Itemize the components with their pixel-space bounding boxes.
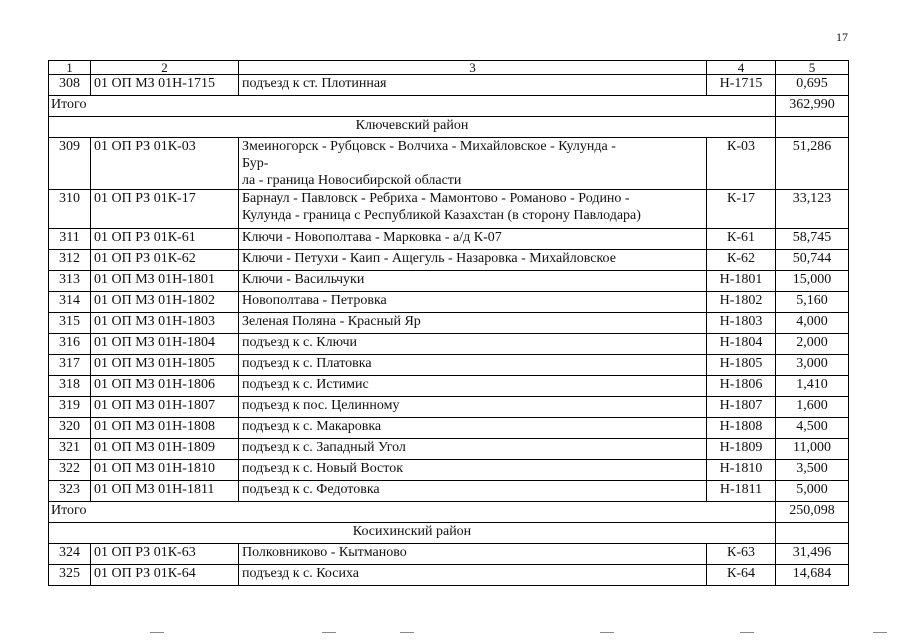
road-name [239,292,707,313]
road-code: 01 ОП МЗ 01Н-1715 [91,75,239,96]
road-code: 01 ОП МЗ 01Н-1806 [91,376,239,397]
road-length: 58,745 [776,229,849,250]
road-length: 5,160 [776,292,849,313]
road-name-line: подъезд к с. Западный Угол [242,440,406,455]
road-name-line: Ключи - Васильчуки [242,272,365,287]
road-name-line: подъезд к с. Ключи [242,335,358,350]
row-number: 311 [49,229,91,250]
road-length: 3,000 [776,355,849,376]
road-name [239,565,707,586]
registry-number: Н-1806 [707,376,776,397]
road-code: 01 ОП РЗ 01К-64 [91,565,239,586]
road-length: 14,684 [776,565,849,586]
road-code: 01 ОП РЗ 01К-17 [91,190,239,229]
road-name [239,544,707,565]
road-name-line: подъезд к с. Новый Восток [242,461,404,476]
road-code: 01 ОП МЗ 01Н-1807 [91,397,239,418]
registry-number: Н-1801 [707,271,776,292]
table-row [49,138,849,190]
row-number: 319 [49,397,91,418]
row-number: 312 [49,250,91,271]
row-number: 315 [49,313,91,334]
column-number: 1 [49,61,91,75]
road-length: 50,744 [776,250,849,271]
table-row [49,565,849,586]
road-length: 4,000 [776,313,849,334]
column-number: 3 [239,61,707,75]
road-code: 01 ОП МЗ 01Н-1810 [91,460,239,481]
road-code: 01 ОП МЗ 01Н-1802 [91,292,239,313]
district-name: Ключевский район [49,117,776,138]
table-row [49,397,849,418]
road-length: 0,695 [776,75,849,96]
page-bottom-edge [0,628,905,640]
road-code: 01 ОП МЗ 01Н-1804 [91,334,239,355]
registry-number: Н-1715 [707,75,776,96]
road-length: 51,286 [776,138,849,190]
road-code: 01 ОП МЗ 01Н-1801 [91,271,239,292]
total-row [49,96,849,117]
row-number: 314 [49,292,91,313]
road-length: 3,500 [776,460,849,481]
road-code: 01 ОП РЗ 01К-63 [91,544,239,565]
page-number: 17 [836,30,848,44]
registry-number: К-63 [707,544,776,565]
road-name [239,397,707,418]
registry-number: К-62 [707,250,776,271]
row-number: 309 [49,138,91,190]
road-name-line: Барнаул - Павловск - Ребриха - Мамонтово - Романово - Родино - [242,191,630,206]
road-name [239,271,707,292]
total-label: Итого [49,502,776,523]
row-number: 310 [49,190,91,229]
row-number: 318 [49,376,91,397]
road-name-line: Зеленая Поляна - Красный Яр [242,314,421,329]
column-number-row [49,61,849,75]
table-row [49,190,849,229]
road-code: 01 ОП МЗ 01Н-1811 [91,481,239,502]
total-value: 250,098 [776,502,849,523]
district-header-row [49,523,849,544]
registry-number: К-17 [707,190,776,229]
road-name-line: подъезд к с. Федотовка [242,482,380,497]
registry-number: Н-1810 [707,460,776,481]
road-length: 15,000 [776,271,849,292]
road-name [239,376,707,397]
empty-cell [776,117,849,138]
road-code: 01 ОП РЗ 01К-61 [91,229,239,250]
column-number: 5 [776,61,849,75]
road-name [239,355,707,376]
road-length: 31,496 [776,544,849,565]
row-number: 308 [49,75,91,96]
district-name: Косихинский район [49,523,776,544]
row-number: 323 [49,481,91,502]
road-code: 01 ОП МЗ 01Н-1803 [91,313,239,334]
road-length: 11,000 [776,439,849,460]
road-length: 33,123 [776,190,849,229]
total-row [49,502,849,523]
registry-number: Н-1809 [707,439,776,460]
table-row [49,250,849,271]
road-name-line: Ключи - Петухи - Каип - Ащегуль - Назаровка - Михайловское [242,251,616,266]
registry-number: Н-1803 [707,313,776,334]
registry-number: Н-1804 [707,334,776,355]
road-length: 1,600 [776,397,849,418]
roads-table [48,60,849,586]
road-code: 01 ОП МЗ 01Н-1805 [91,355,239,376]
registry-number: К-64 [707,565,776,586]
column-number: 2 [91,61,239,75]
table-row [49,439,849,460]
road-code: 01 ОП МЗ 01Н-1808 [91,418,239,439]
road-name-line: подъезд к с. Платовка [242,356,372,371]
table-row [49,229,849,250]
table-row [49,313,849,334]
road-name-line: Кулунда - граница с Республикой Казахстан (в сторону Павлодара) [242,208,641,223]
road-code: 01 ОП РЗ 01К-03 [91,138,239,190]
road-name [239,439,707,460]
road-name-line: подъезд к с. Косиха [242,566,359,581]
registry-number: Н-1805 [707,355,776,376]
row-number: 321 [49,439,91,460]
table-row [49,544,849,565]
road-name [239,75,707,96]
registry-number: Н-1802 [707,292,776,313]
road-name [239,313,707,334]
row-number: 313 [49,271,91,292]
registry-number: Н-1808 [707,418,776,439]
row-number: 317 [49,355,91,376]
table-row [49,271,849,292]
empty-cell [776,523,849,544]
table-row [49,355,849,376]
table-row [49,376,849,397]
road-name [239,334,707,355]
table-row [49,481,849,502]
road-code: 01 ОП РЗ 01К-62 [91,250,239,271]
registry-number: Н-1807 [707,397,776,418]
road-name-line: подъезд к с. Макаровка [242,419,382,434]
table-row [49,292,849,313]
total-value: 362,990 [776,96,849,117]
table-row [49,418,849,439]
row-number: 324 [49,544,91,565]
road-name [239,481,707,502]
district-header-row [49,117,849,138]
row-number: 325 [49,565,91,586]
registry-number: Н-1811 [707,481,776,502]
road-length: 4,500 [776,418,849,439]
registry-number: К-03 [707,138,776,190]
road-name-line: Новополтава - Петровка [242,293,387,308]
road-name [239,460,707,481]
road-name-line: подъезд к пос. Целинному [242,398,400,413]
road-name-line: Ключи - Новополтава - Марковка - а/д К-07 [242,230,502,245]
road-name-line: Змеиногорск - Рубцовск - Волчиха - Михайловское - Кулунда - Бур- [242,139,616,171]
table-row [49,334,849,355]
column-number: 4 [707,61,776,75]
road-name-line: ла - граница Новосибирской области [242,173,462,188]
row-number: 316 [49,334,91,355]
road-name [239,138,707,190]
road-length: 5,000 [776,481,849,502]
table-row [49,460,849,481]
road-name [239,190,707,229]
road-name-line: Полковниково - Кытманово [242,545,407,560]
row-number: 320 [49,418,91,439]
row-number: 322 [49,460,91,481]
road-name [239,418,707,439]
road-length: 1,410 [776,376,849,397]
road-name [239,250,707,271]
table-row [49,75,849,96]
total-label: Итого [49,96,776,117]
registry-number: К-61 [707,229,776,250]
road-code: 01 ОП МЗ 01Н-1809 [91,439,239,460]
road-name-line: подъезд к ст. Плотинная [242,76,387,91]
road-name-line: подъезд к с. Истимис [242,377,369,392]
road-name [239,229,707,250]
road-length: 2,000 [776,334,849,355]
